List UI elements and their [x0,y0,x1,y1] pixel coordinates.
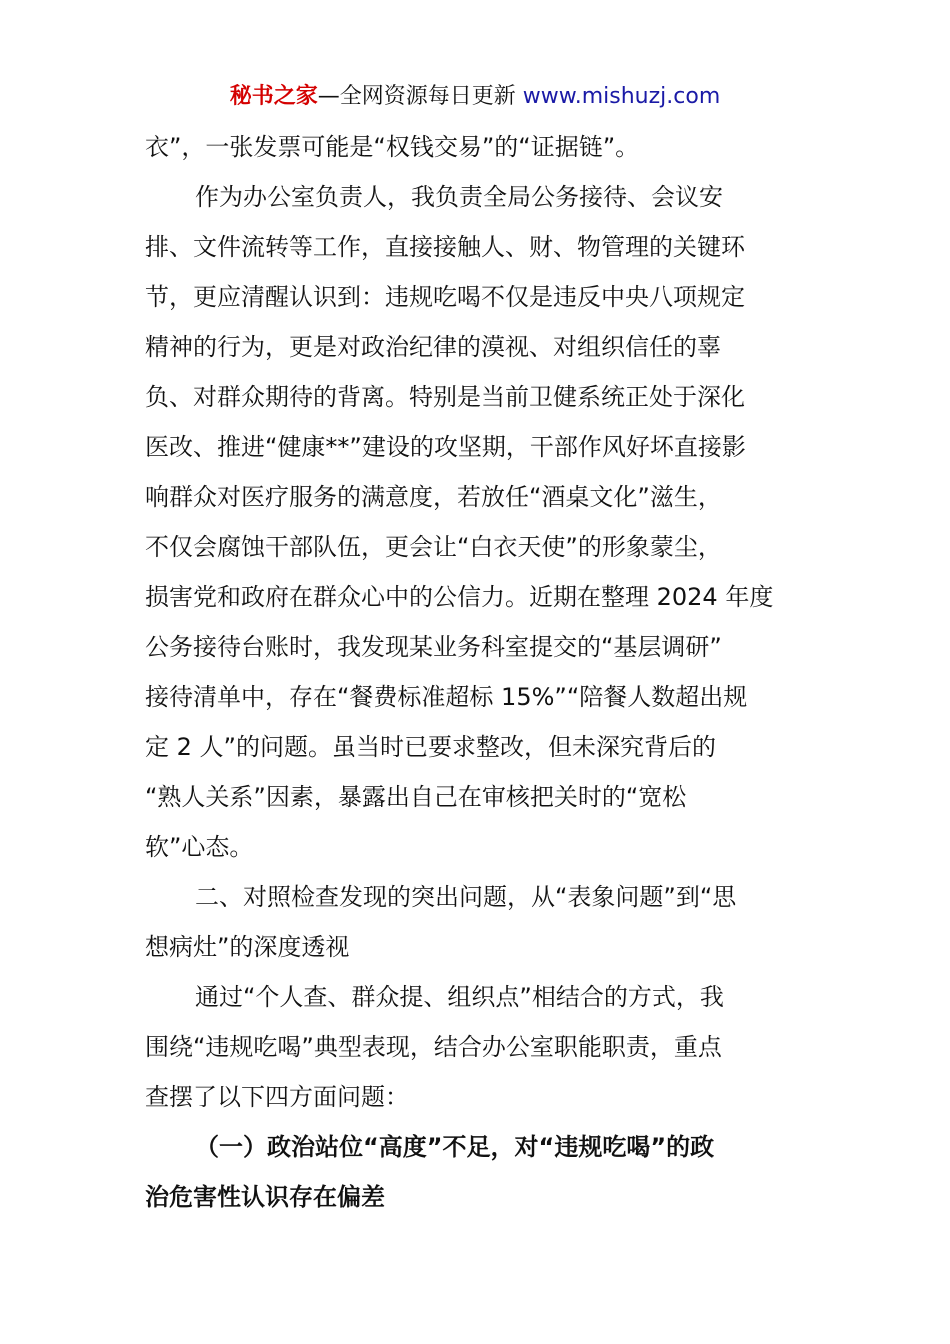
paragraph-line: 排、文件流转等工作，直接接触人、财、物管理的关键环 [145,233,745,261]
section-heading: 想病灶”的深度透视 [145,933,350,961]
paragraph-line: 不仅会腐蚀干部队伍，更会让“白衣天使”的形象蒙尘， [145,533,722,561]
paragraph-line: 软”心态。 [145,833,254,861]
paragraph-line: 通过“个人查、群众提、组织点”相结合的方式，我 [195,983,724,1011]
paragraph-line: 负、对群众期待的背离。特别是当前卫健系统正处于深化 [145,383,745,411]
subsection-heading: 治危害性认识存在偏差 [145,1183,385,1211]
site-brand: 秘书之家 [229,84,318,109]
site-url-link[interactable]: www.mishuzj.com [522,84,721,109]
paragraph-line: 响群众对医疗服务的满意度，若放任“酒桌文化”滋生， [145,483,722,511]
paragraph-line: 接待清单中，存在“餐费标准超标 15%”“陪餐人数超出规 [145,683,748,711]
paragraph-line: 作为办公室负责人，我负责全局公务接待、会议安 [195,183,723,211]
paragraph-line: 围绕“违规吃喝”典型表现，结合办公室职能职责，重点 [145,1033,722,1061]
paragraph-line: “熟人关系”因素，暴露出自己在审核把关时的“宽松 [145,783,687,811]
section-heading: 二、对照检查发现的突出问题，从“表象问题”到“思 [195,883,737,911]
paragraph-line: 损害党和政府在群众心中的公信力。近期在整理 2024 年度 [145,583,774,611]
paragraph-line: 公务接待台账时，我发现某业务科室提交的“基层调研” [145,633,722,661]
subsection-heading: （一）政治站位“高度”不足，对“违规吃喝”的政 [195,1133,715,1161]
paragraph-line: 定 2 人”的问题。虽当时已要求整改，但未深究背后的 [145,733,716,761]
paragraph-line: 查摆了以下四方面问题： [145,1083,409,1111]
paragraph-line: 医改、推进“健康**”建设的攻坚期，干部作风好坏直接影 [145,433,746,461]
paragraph-line: 节，更应清醒认识到：违规吃喝不仅是违反中央八项规定 [145,283,745,311]
site-tagline: —全网资源每日更新 [317,84,523,109]
paragraph-line: 衣”，一张发票可能是“权钱交易”的“证据链”。 [145,133,640,161]
site-header [0,82,950,112]
paragraph-line: 精神的行为，更是对政治纪律的漠视、对组织信任的辜 [145,333,721,361]
